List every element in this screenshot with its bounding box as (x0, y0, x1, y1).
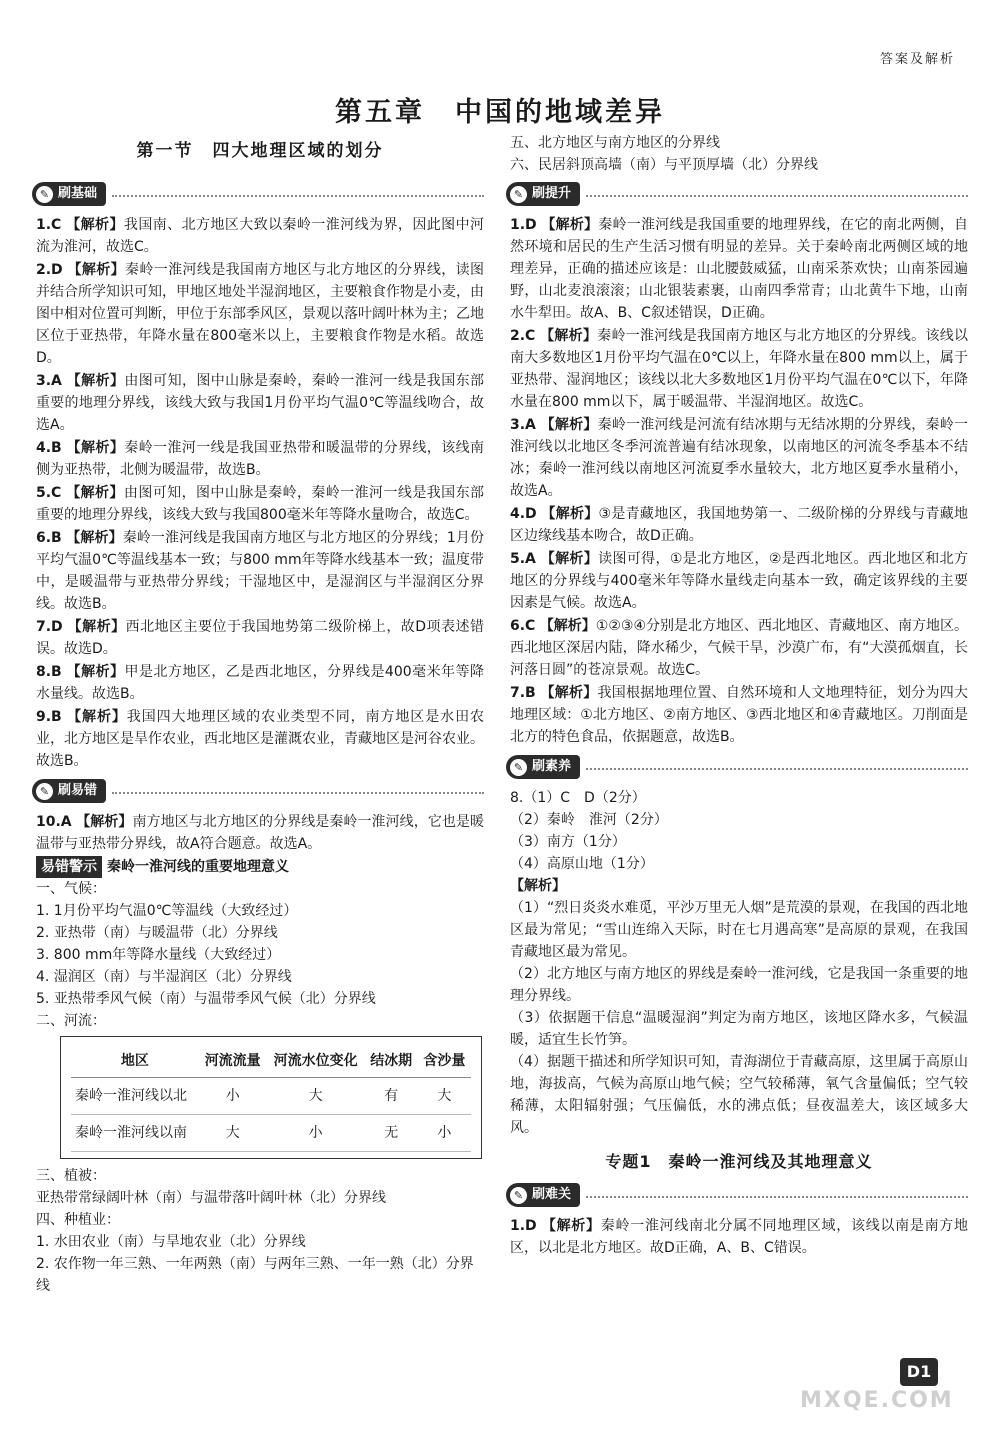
right-column (510, 132, 968, 1260)
dotted-divider (112, 792, 484, 794)
table-cell: 大 (418, 1078, 471, 1115)
brush-icon: ✎ (36, 186, 53, 203)
header-corner: 答案及解析 (880, 52, 956, 67)
continued-list (510, 132, 968, 176)
section-title: 第一节 四大地理区域的划分 (136, 141, 384, 161)
table-cell: 无 (365, 1115, 418, 1152)
farm-item: 2. 农作物一年三熟、一年两熟（南）与两年三熟、一年一熟（北）分界线 (36, 1256, 474, 1294)
watermark: MXQE.COM (800, 1388, 954, 1413)
badge-row-quality (510, 749, 968, 787)
page-number: D1 (900, 1358, 938, 1386)
brush-icon: ✎ (510, 759, 527, 776)
climate-head: 一、气候： (36, 881, 106, 897)
warning-line (36, 856, 484, 878)
topic-title: 专题1 秦岭一淮河线及其地理意义 (605, 1152, 873, 1171)
q8-label: 【解析】 (510, 878, 566, 894)
table-cell: 有 (365, 1078, 418, 1115)
table-cell: 秦岭一淮河线以南 (71, 1115, 199, 1152)
river-table (71, 1045, 471, 1152)
badge-row-hard (510, 1177, 968, 1215)
warning-title: 秦岭一淮河线的重要地理意义 (107, 859, 289, 875)
table-cell: 大 (199, 1115, 267, 1152)
table-cell: 小 (267, 1115, 365, 1152)
answer-item: 5.A 【解析】读图可得，①是北方地区，②是西北地区。西北地区和北方地区的分界线与400毫米年等降水量线走向基本一致，确定该界线的主要因素是气候。故选A。 (510, 551, 969, 611)
farm-item: 1. 水田农业（南）与旱地农业（北）分界线 (36, 1234, 306, 1250)
answer-item: 9.B 【解析】我国四大地理区域的农业类型不同，南方地区是水田农业，北方地区是旱作农业，西北地区是灌溉农业，青藏地区是河谷农业。故选B。 (36, 709, 484, 769)
badge-row-up (510, 176, 968, 214)
q8-paragraph: （2）北方地区与南方地区的界线是秦岭一淮河线，它是我国一条重要的地理分界线。 (510, 966, 968, 1004)
answer-item: 2.C 【解析】秦岭一淮河线是我国南方地区与北方地区的分界线。该线以南大多数地区1月份平均气温在0℃以上，年降水量在800 mm以上，属于亚热带、湿润地区；该线以北大多数地区1月份平均气温在0℃以下，年降水量在800 mm以下，属于暖温带、半湿润地区。故选C。 (510, 328, 969, 410)
q8-answer-list (510, 787, 968, 875)
answer-item: 3.A 【解析】由图可知，图中山脉是秦岭，秦岭一淮河一线是我国东部重要的地理分界线，该线大致与我国1月份平均气温0℃等温线吻合，故选A。 (36, 373, 485, 433)
answer-item: 4.B 【解析】秦岭一淮河一线是我国亚热带和暖温带的分界线，该线南侧为亚热带，北侧为暖温带，故选B。 (36, 440, 485, 478)
q8-paragraph: （1）“烈日炎炎水难觅，平沙万里无人烟”是荒漠的景观，在我国的西北地区最为常见；“雪山连绵入天际，时在七月遇高寒”是高原的景观，在我国青藏地区最为常见。 (510, 900, 968, 960)
table-header: 河流水位变化 (267, 1045, 365, 1078)
dotted-divider (586, 195, 968, 197)
q8-paragraph: （3）依据题干信息“温暖湿润”判定为南方地区，该地区降水多，气候温暖，适宜生长竹笋。 (510, 1010, 968, 1048)
answer-item: 8.B 【解析】甲是北方地区，乙是西北地区，分界线是400毫米年等降水量线。故选B。 (36, 664, 484, 702)
table-row (71, 1115, 471, 1152)
brush-icon: ✎ (510, 186, 527, 203)
badge-quality: ✎ 刷素养 (506, 755, 580, 779)
q8-item: （2）秦岭 淮河（2分） (510, 812, 668, 828)
answer-item: 7.D 【解析】西北地区主要位于我国地势第二级阶梯上，故D项表述错误。故选D。 (36, 619, 485, 657)
climate-item: 2. 亚热带（南）与暖温带（北）分界线 (36, 925, 278, 941)
veg-text: 亚热带常绿阔叶林（南）与温带落叶阔叶林（北）分界线 (36, 1190, 386, 1206)
chapter-title: 第五章 中国的地域差异 (335, 97, 665, 128)
climate-item: 4. 湿润区（南）与半湿润区（北）分界线 (36, 969, 292, 985)
climate-item: 1. 1月份平均气温0℃等温线（大致经过） (36, 903, 298, 919)
table-header: 结冰期 (365, 1045, 418, 1078)
river-head: 二、河流： (36, 1013, 106, 1029)
q8-item: 8.（1）C D（2分） (510, 790, 646, 806)
dotted-divider (586, 768, 968, 770)
table-header: 地区 (71, 1045, 199, 1078)
badge-error: ✎ 刷易错 (32, 779, 106, 803)
table-header: 含沙量 (418, 1045, 471, 1078)
basic-answer-list (36, 214, 484, 772)
up-answer-list (510, 214, 968, 748)
veg-head: 三、植被： (36, 1168, 106, 1184)
q8-paragraph: （4）据题干描述和所学知识可知，青海湖位于青藏高原，这里属于高原山地，海拔高，气候为高原山地气候；空气较稀薄，氧气含量偏低；空气较稀薄，太阳辐射强；气压偏低，水的沸点低；昼夜温差大，该区域多大风。 (510, 1054, 968, 1136)
left-column (36, 140, 484, 1297)
badge-row-basic (36, 176, 484, 214)
continued-item: 五、北方地区与南方地区的分界线 (510, 135, 720, 151)
continued-item: 六、民居斜顶高墙（南）与平顶厚墙（北）分界线 (510, 157, 818, 173)
farm-head: 四、种植业： (36, 1212, 120, 1228)
table-cell: 秦岭一淮河线以北 (71, 1078, 199, 1115)
answer-item: 1.D 【解析】秦岭一淮河线是我国重要的地理界线，在它的南北两侧，自然环境和居民的生产生活习惯有明显的差异。关于秦岭南北两侧区域的地理差异，正确的描述应该是：山北腰鼓威猛，山南采茶欢快；山南茶园遍野，山北麦浪滚滚；山北银装素裹，山南四季常青；山北黄牛下地，山南水牛犁田。故A、B、C叙述错误，D正确。 (510, 217, 969, 321)
q8-item: （4）高原山地（1分） (510, 856, 654, 872)
dotted-divider (586, 1196, 968, 1198)
answer-item: 3.A 【解析】秦岭一淮河线是河流有结冰期与无结冰期的分界线，秦岭一淮河线以北地区冬季河流普遍有结冰现象，以南地区的河流冬季基本不结冰；秦岭一淮河线以南地区河流夏季水量较大，北方地区夏季水量稍小，故选A。 (510, 417, 969, 499)
table-cell: 大 (267, 1078, 365, 1115)
q8-item: （3）南方（1分） (510, 834, 626, 850)
table-row (71, 1078, 471, 1115)
answer-item: 6.C 【解析】①②③④分别是北方地区、西北地区、青藏地区、南方地区。西北地区深居内陆，降水稀少，气候干旱，沙漠广布，有“大漠孤烟直，长河落日圆”的苍凉景观。故选C。 (510, 618, 968, 678)
badge-row-error (36, 773, 484, 811)
climate-item: 5. 亚热带季风气候（南）与温带季风气候（北）分界线 (36, 991, 376, 1007)
badge-hard: ✎ 刷难关 (506, 1183, 580, 1207)
badge-basic: ✎ 刷基础 (32, 182, 106, 206)
answer-item: 4.D 【解析】③是青藏地区，我国地势第一、二级阶梯的分界线与青藏地区边缘线基本吻合，故D正确。 (510, 506, 968, 544)
warning-tag: 易错警示 (36, 856, 102, 878)
answer-item: 7.B 【解析】我国根据地理位置、自然环境和人文地理特征，划分为四大地理区域：①北方地区、②南方地区、③西北地区和④青藏地区。刀削面是北方的特色食品，依据题意，故选B。 (510, 685, 969, 745)
brush-icon: ✎ (510, 1187, 527, 1204)
dotted-divider (112, 195, 484, 197)
q8-explanations (510, 897, 968, 1139)
table-cell: 小 (199, 1078, 267, 1115)
answer-item: 6.B 【解析】秦岭一淮河线是我国南方地区与北方地区的分界线；1月份平均气温0℃等温线基本一致；与800 mm年等降水线基本一致；温度带中，是暖温带与亚热带分界线；干湿地区中，是湿润区与半湿润区分界线。故选B。 (36, 530, 485, 612)
table-cell: 小 (418, 1115, 471, 1152)
answer-item: 1.C 【解析】我国南、北方地区大致以秦岭一淮河线为界，因此图中河流为淮河，故选C。 (36, 217, 485, 255)
river-table-box (60, 1036, 482, 1159)
climate-list (36, 900, 484, 1010)
brush-icon: ✎ (36, 783, 53, 800)
answer-item: 1.D 【解析】秦岭一淮河线南北分属不同地理区域，该线以南是南方地区，以北是北方地区。故D正确，A、B、C错误。 (510, 1218, 969, 1256)
answer-item: 10.A 【解析】南方地区与北方地区的分界线是秦岭一淮河线，它也是暖温带与亚热带分界线，故A符合题意。故选A。 (36, 814, 485, 852)
answer-item: 2.D 【解析】秦岭一淮河线是我国南方地区与北方地区的分界线，读图并结合所学知识可知，甲地区地处半湿润地区，主要粮食作物是小麦，由图中相对位置可判断，甲位于东部季风区，景观以落叶阔叶林为主；乙地区位于亚热带，年降水量在800毫米以上，主要粮食作物是水稻。故选D。 (36, 262, 485, 366)
climate-item: 3. 800 mm年等降水量线（大致经过） (36, 947, 281, 963)
farm-list (36, 1231, 484, 1297)
table-header: 河流流量 (199, 1045, 267, 1078)
answer-item: 5.C 【解析】由图可知，图中山脉是秦岭，秦岭一淮河一线是我国东部重要的地理分界线，该线大致与我国800毫米年等降水量吻合，故选C。 (36, 485, 485, 523)
badge-up: ✎ 刷提升 (506, 182, 580, 206)
